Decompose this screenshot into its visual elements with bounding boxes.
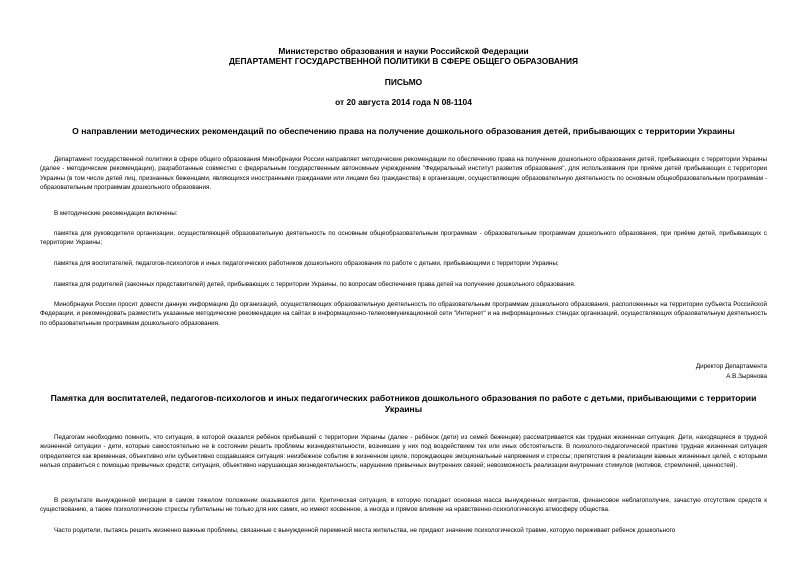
document-date-number: от 20 августа 2014 года N 08-1104 <box>335 97 472 107</box>
list-item: памятка для руководителя организации, осуществляющей образовательную деятельность по основным общеобразовательным программам - образовательным программам дошкольного образования, при приёме детей, прибывающих с территории Украины; <box>40 230 767 247</box>
list-item: памятка для воспитателей, педагогов-психологов и иных педагогических работников дошкольного образования по работе с детьми, прибывающими с территории Украины; <box>54 260 559 267</box>
signature-position: Директор Департамента <box>695 363 767 370</box>
request-paragraph: Минобрнауки России просит довести данную информацию До организаций, осуществляющих образовательную деятельность по образовательным программам дошкольного образования, расположенных на территории субъекта Российской Федерации, и рекомендовать разместить указанные методические рекомендации на сайтах в информационно-телекоммуникационной сети "Интернет" и на информационных стендах организаций, осуществляющих образовательную деятельность по образовательным программам дошкольного образования. <box>40 301 767 327</box>
document-type: ПИСЬМО <box>384 77 423 87</box>
ministry-name: Министерство образования и науки Российской Федерации <box>278 46 529 56</box>
letter-title: О направлении методических рекомендаций по обеспечению права на получение дошкольного образования детей, прибывающих с территории Украины <box>72 126 735 136</box>
letter-intro-paragraph: Департамент государственной политики в сфере общего образования Минобрнауки России направляет методические рекомендации по обеспечению права на получение дошкольного образования детей, прибывающих с территории Украины (далее - методические рекомендации), разработанные совместно с федеральным государственным автономным учреждением "Федеральный институт развития образования", для использования при приёме детей прибывающих с территории Украины (в том числе детей лиц, признанных беженцами, являющихся иностранными гражданами или лицами без гражданства) в организации, осуществляющие образовательную деятельность по основным общеобразовательным программам - образовательным программам дошкольного образования. <box>40 156 767 191</box>
memo-paragraph: Часто родители, пытаясь решить жизненно важные проблемы, связанные с вынужденной переменой места жительства, не придают значение психологической травме, которую переживает ребенок дошкольного <box>54 527 676 534</box>
memo-paragraph: В результате вынужденной миграции в самом тяжелом положении оказываются дети. Критическая ситуация, в которую попадает основная масса вынужденных мигрантов, финансовое неблагополучие, зачастую отсутствие средств к существованию, а также психологические стрессы губительны не только для них самих, но имеют косвенное, а иногда и прямое влияние на нравственно-психологическую атмосферу общества. <box>40 497 767 514</box>
department-name: ДЕПАРТАМЕНТ ГОСУДАРСТВЕННОЙ ПОЛИТИКИ В СФЕРЕ ОБЩЕГО ОБРАЗОВАНИЯ <box>228 56 579 66</box>
memo-paragraph: Педагогам необходимо помнить, что ситуация, в которой оказался ребёнок прибывший с территории Украины (далее - ребёнок (дети) из семей беженцев) рассматривается как трудная жизненная ситуация. Дети, находящиеся в трудной жизненной ситуации - дети, которые самостоятельно не в состоянии решить проблемы жизнедеятельности, возникшие у них под воздействием тех или иных обстоятельств. В психолого-педагогической практике трудная жизненная ситуация определяется как временная, объективно или субъективно создавшаяся ситуация: неизбежное событие в жизненном цикле, порождающее эмоциональные напряжения и стрессы; препятствия в реализации важных жизненных целей, с которыми нельзя справиться с помощью привычных средств; ситуация, объективно нарушающая жизнедеятельность; нарушение привычных внутренних связей; невозможность реализации внутренних стимулов (мотивов, стремлений, ценностей). <box>40 434 767 469</box>
list-item: памятка для родителей (законных представителей) детей, прибывающих с территории Украины, по вопросам обеспечения права детей на получение дошкольного образования. <box>54 281 576 288</box>
included-label: В методические рекомендации включены: <box>54 210 178 217</box>
signature-name: А.В.Зырянова <box>726 373 767 380</box>
memo-title: Памятка для воспитателей, педагогов-психологов и иных педагогических работников дошкольного образования по работе с детьми, прибывающими с территории Украины <box>50 393 757 414</box>
